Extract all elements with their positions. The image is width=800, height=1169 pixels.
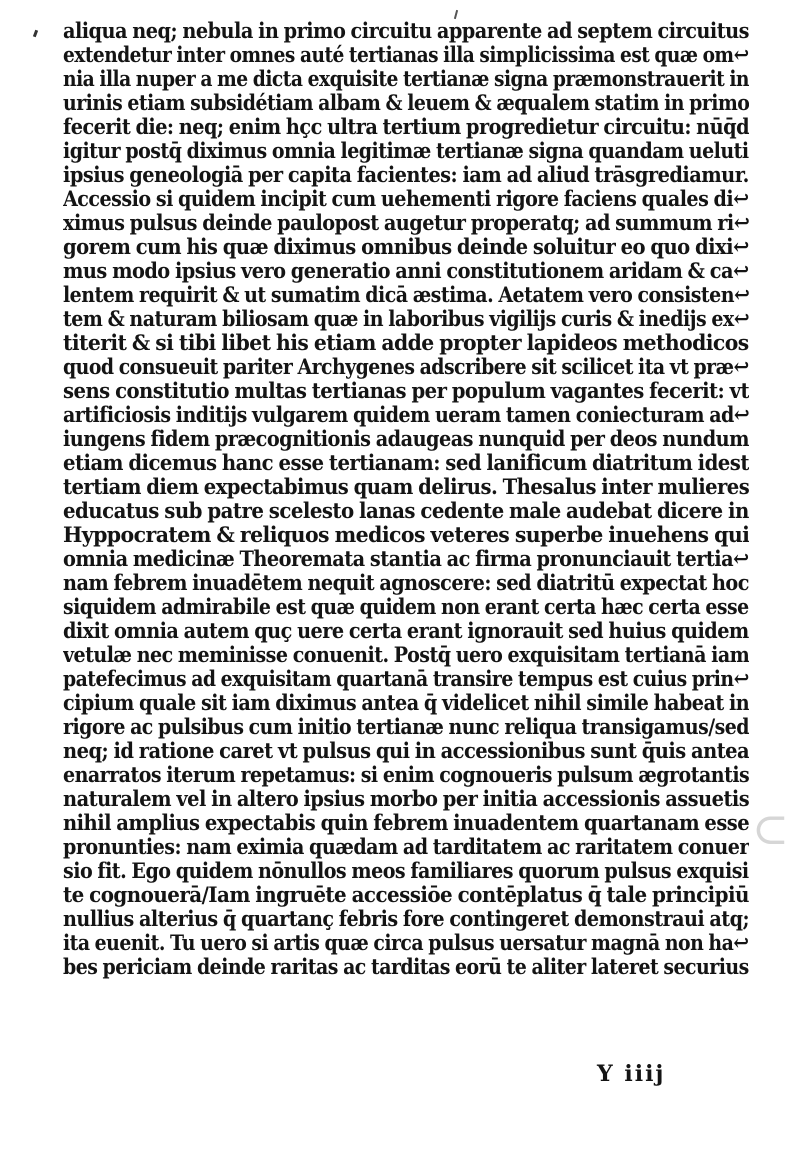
text-line: nam febrem inuadētem nequit agnoscere: sed diatritū expectat hoc bbox=[63, 572, 749, 596]
text-line: sens constitutio multas tertianas per populum vagantes fecerit: vt bbox=[63, 380, 749, 404]
text-line: naturalem vel in altero ipsius morbo per initia accessionis assuetis bbox=[63, 788, 749, 812]
text-line: artificiosis inditijs vulgarem quidem ueram tamen coniecturam ad↩ bbox=[63, 404, 750, 428]
text-line: quod consueuit pariter Archygenes adscribere sit scilicet ita vt præ↩ bbox=[63, 356, 749, 380]
ink-mark bbox=[454, 10, 458, 19]
text-line: fecerit die: neq; enim hçc ultra tertium progredietur circuitu: nūq̄d bbox=[63, 116, 749, 140]
text-line: iungens fidem præcognitionis adaugeas nunquid per deos nundum bbox=[63, 428, 749, 452]
text-line: nullius alterius q̄ quartanç febris fore contingeret demonstraui atq; bbox=[63, 908, 750, 932]
text-line: ipsius geneologiā per capita facientes: iam ad aliud trāsgrediamur. bbox=[63, 164, 749, 188]
text-line: nia illa nuper a me dicta exquisite tertianæ signa præmonstrauerit in bbox=[63, 68, 749, 92]
text-line: pronunties: nam eximia quædam ad tarditatem ac raritatem conuer bbox=[63, 836, 749, 860]
text-line: sio fit. Ego quidem nōnullos meos familiares quorum pulsus exquisi bbox=[63, 860, 749, 884]
ink-mark bbox=[33, 30, 38, 38]
text-line: Accessio si quidem incipit cum uehementi rigore faciens quales di↩ bbox=[63, 188, 749, 212]
text-line: Hyppocratem & reliquos medicos veteres superbe inuehens qui bbox=[63, 524, 750, 548]
text-line: bes periciam deinde raritas ac tarditas eorū te aliter lateret securius bbox=[63, 956, 749, 980]
text-line: patefecimus ad exquisitam quartanā transire tempus est cuius prin↩ bbox=[63, 668, 749, 692]
text-line: enarratos iterum repetamus: si enim cognoueris pulsum ægrotantis bbox=[63, 764, 750, 788]
text-line: igitur postq̄ diximus omnia legitimæ tertianæ signa quandam ueluti bbox=[63, 140, 749, 164]
text-line: ita euenit. Tu uero si artis quæ circa pulsus uersatur magnā non ha↩ bbox=[63, 932, 749, 956]
text-line: urinis etiam subsidétiam albam & leuem & æqualem statim in primo bbox=[63, 92, 750, 116]
body-text bbox=[63, 20, 749, 980]
text-line: mus modo ipsius vero generatio anni constitutionem aridam & ca↩ bbox=[63, 260, 749, 284]
text-line: vetulæ nec meminisse conuenit. Postq̄ uero exquisitam tertianā iam bbox=[63, 644, 749, 668]
text-line: dixit omnia autem quç uere certa erant ignorauit sed huius quidem bbox=[63, 620, 749, 644]
text-line: lentem requirit & ut sumatim dicā æstima. Aetatem vero consisten↩ bbox=[63, 284, 750, 308]
text-line: neq; id ratione caret vt pulsus qui in accessionibus sunt q̄uis antea bbox=[63, 740, 749, 764]
text-line: siquidem admirabile est quæ quidem non erant certa hæc certa esse bbox=[63, 596, 749, 620]
text-line: cipium quale sit iam diximus antea q̄ videlicet nihil simile habeat in bbox=[63, 692, 749, 716]
text-line: rigore ac pulsibus cum initio tertianæ nunc reliqua transigamus/sed bbox=[63, 716, 749, 740]
text-line: aliqua neq; nebula in primo circuitu apparente ad septem circuitus bbox=[63, 20, 749, 44]
text-line: educatus sub patre scelesto lanas cedente male audebat dicere in bbox=[63, 500, 749, 524]
text-line: te cognouerā/Iam ingruēte accessiōe contēplatus q̄ tale principiū bbox=[63, 884, 749, 908]
text-line: omnia medicinæ Theoremata stantia ac firma pronunciauit tertia↩ bbox=[63, 548, 749, 572]
text-line: ximus pulsus deinde paulopost augetur properatq; ad summum ri↩ bbox=[63, 212, 749, 236]
text-line: nihil amplius expectabis quin febrem inuadentem quartanam esse bbox=[63, 812, 749, 836]
bleed-through-mark: ⊂ bbox=[752, 804, 789, 855]
text-line: gorem cum his quæ diximus omnibus deinde soluitur eo quo dixi↩ bbox=[63, 236, 749, 260]
text-line: etiam dicemus hanc esse tertianam: sed lanificum diatritum idest bbox=[63, 452, 749, 476]
text-line: tem & naturam biliosam quæ in laboribus vigilijs curis & inedijs ex↩ bbox=[63, 308, 749, 332]
text-line: tertiam diem expectabimus quam delirus. Thesalus inter mulieres bbox=[63, 476, 749, 500]
text-line: titerit & si tibi libet his etiam adde propter lapideos methodicos bbox=[63, 332, 749, 356]
signature-mark: Y iiij bbox=[597, 1061, 666, 1087]
text-line: extendetur inter omnes auté tertianas illa simplicissima est quæ om↩ bbox=[63, 44, 749, 68]
